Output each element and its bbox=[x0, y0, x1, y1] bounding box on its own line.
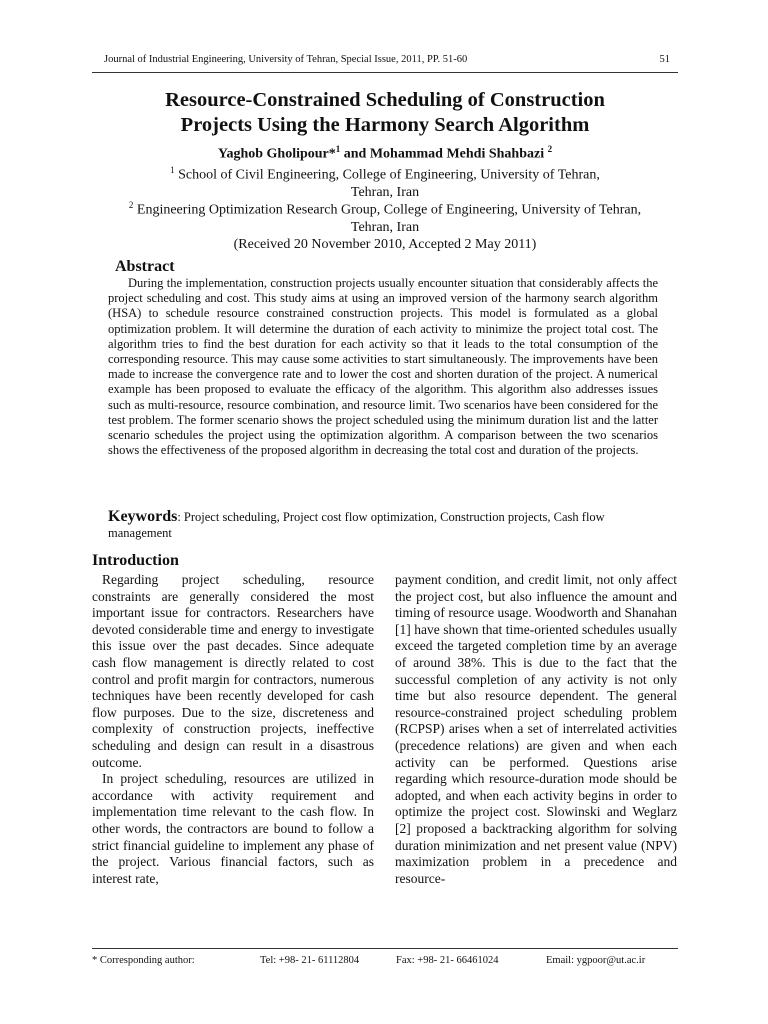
intro-paragraph-1: Regarding project scheduling, resource constraints are generally considered the most important issue for contractors. Researchers have devoted considerable time and energy to investigate this issue over the past decades. Since adequate cash flow management is directly related to cost control and profit margin for contractors, numerous techniques have been recently developed for cash flow purposes. Due to the size, discreteness and complexity of construction projects, ineffective scheduling and design can result in a disastrous outcome. bbox=[92, 572, 374, 770]
keywords-label: Keywords bbox=[108, 508, 178, 525]
intro-paragraph-3: payment condition, and credit limit, not only affect the project cost, but also influence the amount and timing of resource usage. Woodworth and Shanahan [1] have shown that time-oriented schedules usually exceed the targeted completion time by an average of around 38%. This is due to the fact that the successful completion of any activity is not only time but also resource dependent. The general resource-constrained project scheduling problem (RCPSP) arises when a set of interrelated activities (precedence relations) are given and when each activity can be performed. Questions arise regarding which resource-duration mode should be adopted, and when each activity begins in order to optimize the project cost. Slowinski and Weglarz [2] proposed a backtracking algorithm for solving duration minimization and net present value (NPV) maximization problem in a precedence and resource- bbox=[395, 572, 677, 886]
right-column bbox=[395, 572, 677, 887]
abstract-body: During the implementation, construction projects usually encounter situation that considerably affects the project scheduling and cost. This study aims at using an improved version of the harmony search algorithm (HSA) to schedule resource constrained construction projects. This model is formulated as a global optimization problem. It will determine the duration of each activity to minimize the project total cost. The algorithm tries to find the best duration for each activity so that it leads to the total consumption of the corresponding resource. This may cause some activities to start simultaneously. The improvements have been made to increase the convergence rate and to lower the cost and shorten duration of the project. A numerical example has been proposed to evaluate the efficacy of the algorithm. This algorithm also addresses issues such as multi-resource, resource combination, and resource limit. Two scenarios have been considered for the test problem. The former scenario shows the project scheduled using the minimum duration list and the latter scenario schedules the project using the optimization algorithm. A comparison between the two scenarios shows the effectiveness of the proposed algorithm in decreasing the total cost and duration of the projects. bbox=[108, 276, 658, 458]
journal-citation: Journal of Industrial Engineering, University of Tehran, Special Issue, 2011, PP. 51-60 bbox=[104, 54, 468, 65]
abstract-heading: Abstract bbox=[115, 258, 175, 275]
fax: Fax: +98- 21- 66461024 bbox=[396, 955, 499, 966]
left-column bbox=[92, 572, 374, 887]
author-2-affil-mark: 2 bbox=[547, 144, 553, 154]
footer-divider bbox=[92, 948, 678, 949]
affiliation-2-line-2: Tehran, Iran bbox=[350, 219, 420, 235]
page-number: 51 bbox=[659, 54, 670, 65]
intro-paragraph-2: In project scheduling, resources are utilized in accordance with activity requirement and implementation time relevant to the cash flow. In other words, the contractors are bound to follow a strict financial guideline to implement any phase of the project. Various financial factors, such as interest rate, bbox=[92, 771, 374, 886]
keywords-block bbox=[108, 509, 668, 541]
email: Email: ygpoor@ut.ac.ir bbox=[546, 955, 646, 966]
telephone: Tel: +98- 21- 61112804 bbox=[260, 955, 360, 966]
author-line bbox=[92, 144, 678, 163]
title-line-1: Resource-Constrained Scheduling of Construction bbox=[165, 89, 605, 111]
affiliation-1-line-2: Tehran, Iran bbox=[350, 184, 420, 200]
affiliation-1-line-1: School of Civil Engineering, College of Engineering, University of Tehran, bbox=[174, 167, 600, 183]
keywords-list: : Project scheduling, Project cost flow optimization, Construction projects, Cash flow management bbox=[108, 510, 605, 540]
author-2: Mohammad Mehdi Shahbazi bbox=[369, 146, 548, 162]
received-dates: (Received 20 November 2010, Accepted 2 May 2011) bbox=[233, 236, 537, 252]
corresponding-author-label: * Corresponding author: bbox=[92, 955, 195, 966]
running-header bbox=[104, 54, 670, 65]
author-1: Yaghob Gholipour* bbox=[217, 146, 336, 162]
affiliation-2 bbox=[92, 197, 678, 253]
affiliation-1 bbox=[92, 162, 678, 201]
introduction-heading: Introduction bbox=[92, 552, 179, 569]
author-connector: and bbox=[340, 146, 370, 162]
header-divider bbox=[92, 72, 678, 73]
affiliation-2-mark: 2 bbox=[128, 200, 134, 210]
author-1-affil-mark: 1 bbox=[335, 144, 341, 154]
title-line-2: Projects Using the Harmony Search Algorithm bbox=[180, 114, 590, 136]
affiliation-2-line-1: Engineering Optimization Research Group, College of Engineering, University of Tehran, bbox=[133, 202, 642, 218]
paper-title bbox=[92, 88, 678, 138]
affiliation-1-mark: 1 bbox=[170, 165, 175, 175]
